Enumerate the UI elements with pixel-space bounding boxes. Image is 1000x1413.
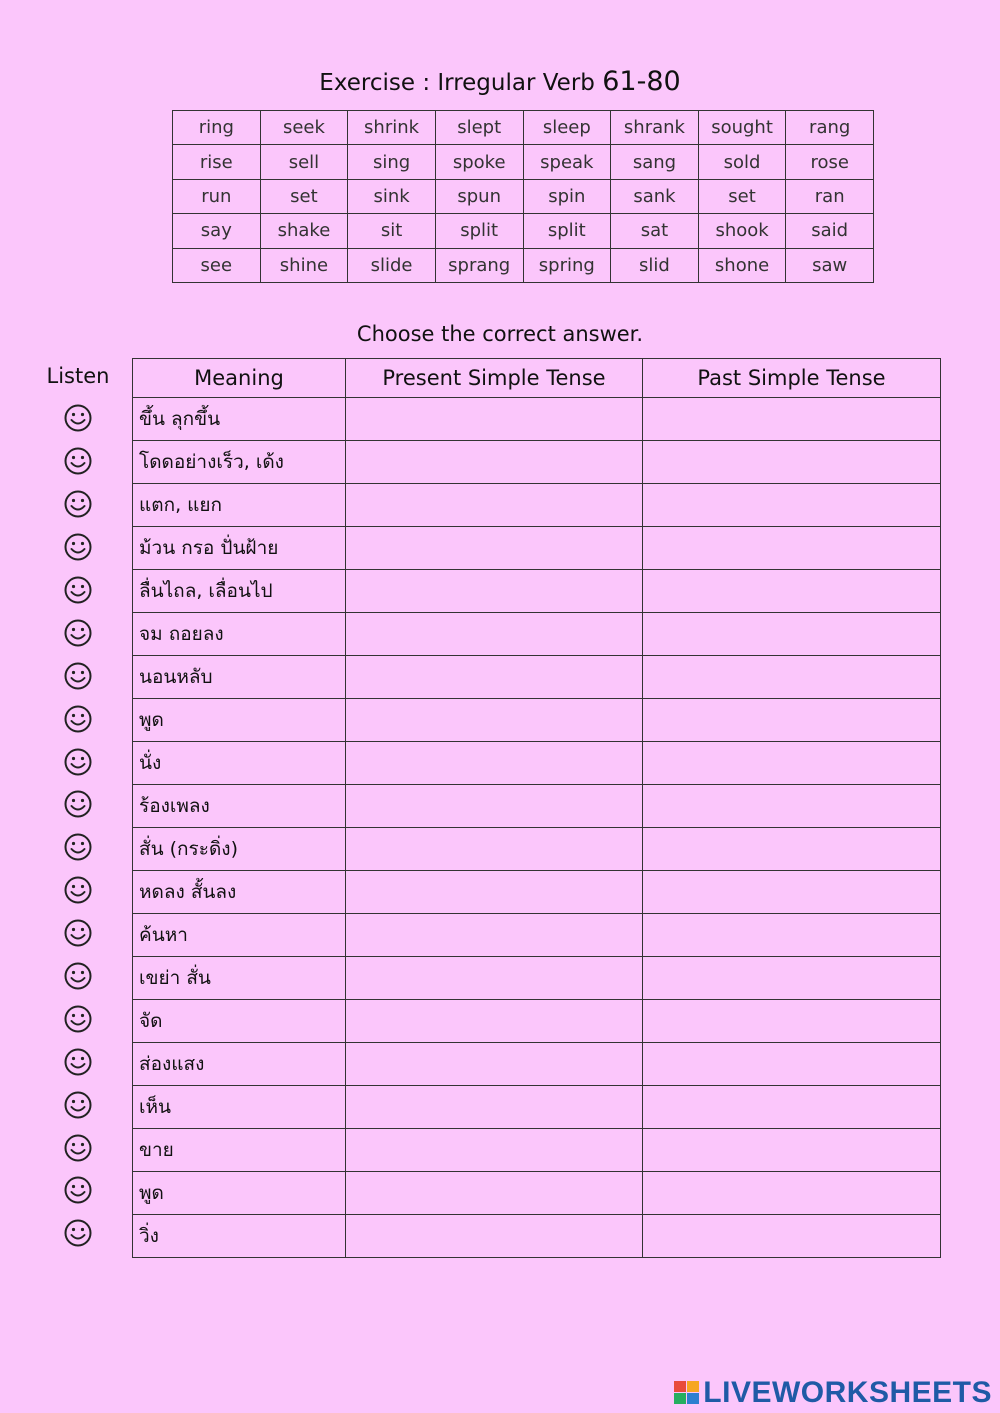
smiley-icon <box>63 1047 93 1077</box>
answer-row <box>133 1129 941 1172</box>
answer-row <box>133 785 941 828</box>
past-answer-cell <box>643 742 941 785</box>
word-bank-cell: sit <box>348 214 436 248</box>
meaning-cell: แตก, แยก <box>133 484 346 527</box>
meaning-cell: ส่องแสง <box>133 1043 346 1086</box>
answer-row <box>133 1215 941 1258</box>
smiley-icon <box>63 875 93 905</box>
smiley-icon <box>63 1133 93 1163</box>
listen-button[interactable] <box>40 697 116 740</box>
word-bank-cell: spin <box>523 179 611 213</box>
present-answer-input[interactable] <box>346 828 642 870</box>
answer-row <box>133 656 941 699</box>
past-answer-input[interactable] <box>643 828 940 870</box>
smiley-icon <box>63 832 93 862</box>
smiley-icon <box>63 747 93 777</box>
liveworksheets-logo <box>674 1376 992 1410</box>
word-bank-cell: ring <box>173 111 261 145</box>
page-title <box>0 66 1000 97</box>
smiley-icon <box>63 403 93 433</box>
title-range: 61-80 <box>602 66 681 97</box>
meaning-cell: นอนหลับ <box>133 656 346 699</box>
word-bank-cell: speak <box>523 145 611 179</box>
present-answer-cell <box>346 1172 643 1215</box>
past-answer-input[interactable] <box>643 656 940 698</box>
present-answer-cell <box>346 441 643 484</box>
word-bank-cell: shrink <box>348 111 436 145</box>
past-answer-input[interactable] <box>643 1043 940 1085</box>
answer-row <box>133 1086 941 1129</box>
word-bank-cell: set <box>698 179 786 213</box>
smiley-icon <box>63 618 93 648</box>
word-bank-cell: rose <box>786 145 874 179</box>
listen-button[interactable] <box>40 955 116 998</box>
past-answer-cell <box>643 656 941 699</box>
word-bank-cell: sink <box>348 179 436 213</box>
meaning-cell: ร้องเพลง <box>133 785 346 828</box>
past-answer-input[interactable] <box>643 785 940 827</box>
past-answer-cell <box>643 785 941 828</box>
answer-table-header-row <box>133 359 941 398</box>
listen-button[interactable] <box>40 826 116 869</box>
present-answer-cell <box>346 914 643 957</box>
smiley-icon <box>63 446 93 476</box>
word-bank-row <box>173 248 874 282</box>
smiley-icon <box>63 532 93 562</box>
word-bank-cell: split <box>523 214 611 248</box>
present-answer-cell <box>346 699 643 742</box>
smiley-icon <box>63 918 93 948</box>
past-answer-cell <box>643 1215 941 1258</box>
present-answer-input[interactable] <box>346 441 642 483</box>
word-bank-cell: saw <box>786 248 874 282</box>
past-answer-cell <box>643 398 941 441</box>
present-header: Present Simple Tense <box>346 359 643 398</box>
present-answer-input[interactable] <box>346 914 642 956</box>
listen-column <box>40 397 116 1255</box>
present-answer-cell <box>346 613 643 656</box>
word-bank-cell: run <box>173 179 261 213</box>
word-bank-cell: shook <box>698 214 786 248</box>
past-answer-input[interactable] <box>643 699 940 741</box>
smiley-icon <box>63 789 93 819</box>
past-answer-input[interactable] <box>643 527 940 569</box>
word-bank-row <box>173 145 874 179</box>
word-bank-cell: shrank <box>611 111 699 145</box>
answer-row <box>133 570 941 613</box>
word-bank-cell: split <box>435 214 523 248</box>
present-answer-input[interactable] <box>346 1129 642 1171</box>
smiley-icon <box>63 489 93 519</box>
present-answer-cell <box>346 570 643 613</box>
past-answer-input[interactable] <box>643 1086 940 1128</box>
meaning-cell: ลื่นไถล, เลื่อนไป <box>133 570 346 613</box>
present-answer-input[interactable] <box>346 785 642 827</box>
past-answer-input[interactable] <box>643 398 940 440</box>
meaning-cell: ขึ้น ลุกขึ้น <box>133 398 346 441</box>
present-answer-input[interactable] <box>346 484 642 526</box>
past-answer-input[interactable] <box>643 1215 940 1257</box>
word-bank-cell: shone <box>698 248 786 282</box>
listen-header: Listen <box>46 364 110 388</box>
liveworksheets-logo-text: LIVEWORKSHEETS <box>703 1376 992 1409</box>
word-bank-cell: sell <box>260 145 348 179</box>
present-answer-cell <box>346 1000 643 1043</box>
answer-row <box>133 484 941 527</box>
smiley-icon <box>63 961 93 991</box>
present-answer-input[interactable] <box>346 1172 642 1214</box>
past-answer-input[interactable] <box>643 871 940 913</box>
word-bank-cell: shine <box>260 248 348 282</box>
present-answer-cell <box>346 957 643 1000</box>
present-answer-cell <box>346 785 643 828</box>
past-answer-input[interactable] <box>643 742 940 784</box>
word-bank-cell: sank <box>611 179 699 213</box>
listen-button[interactable] <box>40 397 116 440</box>
present-answer-cell <box>346 1086 643 1129</box>
past-answer-cell <box>643 914 941 957</box>
word-bank-cell: sat <box>611 214 699 248</box>
smiley-icon <box>63 661 93 691</box>
past-answer-input[interactable] <box>643 1172 940 1214</box>
present-answer-cell <box>346 527 643 570</box>
meaning-cell: จัด <box>133 1000 346 1043</box>
past-answer-input[interactable] <box>643 484 940 526</box>
meaning-cell: สั่น (กระดิ่ง) <box>133 828 346 871</box>
word-bank-cell: seek <box>260 111 348 145</box>
answer-row <box>133 957 941 1000</box>
present-answer-input[interactable] <box>346 398 642 440</box>
past-answer-cell <box>643 1043 941 1086</box>
past-answer-cell <box>643 828 941 871</box>
answer-row <box>133 441 941 484</box>
present-answer-cell <box>346 656 643 699</box>
present-answer-input[interactable] <box>346 871 642 913</box>
past-answer-cell <box>643 871 941 914</box>
smiley-icon <box>63 704 93 734</box>
word-bank-row <box>173 179 874 213</box>
answer-row <box>133 527 941 570</box>
present-answer-input[interactable] <box>346 699 642 741</box>
word-bank-cell: said <box>786 214 874 248</box>
past-answer-input[interactable] <box>643 570 940 612</box>
past-answer-cell <box>643 957 941 1000</box>
present-answer-input[interactable] <box>346 1086 642 1128</box>
present-answer-input[interactable] <box>346 742 642 784</box>
past-answer-input[interactable] <box>643 613 940 655</box>
word-bank-table <box>172 110 874 283</box>
word-bank-cell: sold <box>698 145 786 179</box>
present-answer-cell <box>346 742 643 785</box>
word-bank-cell: sang <box>611 145 699 179</box>
word-bank-cell: slept <box>435 111 523 145</box>
past-answer-cell <box>643 699 941 742</box>
meaning-cell: พูด <box>133 1172 346 1215</box>
present-answer-input[interactable] <box>346 613 642 655</box>
listen-button[interactable] <box>40 869 116 912</box>
listen-button[interactable] <box>40 483 116 526</box>
listen-button[interactable] <box>40 569 116 612</box>
word-bank-cell: rang <box>786 111 874 145</box>
present-answer-cell <box>346 1129 643 1172</box>
present-answer-cell <box>346 1043 643 1086</box>
answer-row <box>133 1172 941 1215</box>
word-bank-cell: sleep <box>523 111 611 145</box>
meaning-cell: พูด <box>133 699 346 742</box>
liveworksheets-logo-icon <box>674 1381 700 1405</box>
word-bank-cell: see <box>173 248 261 282</box>
answer-row <box>133 914 941 957</box>
present-answer-cell <box>346 871 643 914</box>
past-answer-cell <box>643 484 941 527</box>
listen-button[interactable] <box>40 611 116 654</box>
answer-row <box>133 871 941 914</box>
present-answer-cell <box>346 484 643 527</box>
meaning-cell: ค้นหา <box>133 914 346 957</box>
past-answer-cell <box>643 1172 941 1215</box>
present-answer-input[interactable] <box>346 570 642 612</box>
smiley-icon <box>63 1175 93 1205</box>
listen-button[interactable] <box>40 740 116 783</box>
listen-button[interactable] <box>40 1169 116 1212</box>
meaning-cell: นั่ง <box>133 742 346 785</box>
present-answer-input[interactable] <box>346 656 642 698</box>
word-bank-cell: sought <box>698 111 786 145</box>
present-answer-input[interactable] <box>346 527 642 569</box>
answer-table <box>132 358 941 1258</box>
past-answer-cell <box>643 1129 941 1172</box>
past-answer-cell <box>643 570 941 613</box>
word-bank-cell: spoke <box>435 145 523 179</box>
meaning-cell: โดดอย่างเร็ว, เด้ง <box>133 441 346 484</box>
listen-button[interactable] <box>40 440 116 483</box>
listen-button[interactable] <box>40 912 116 955</box>
meaning-header: Meaning <box>133 359 346 398</box>
present-answer-cell <box>346 828 643 871</box>
smiley-icon <box>63 575 93 605</box>
word-bank-cell: slide <box>348 248 436 282</box>
present-answer-input[interactable] <box>346 1215 642 1257</box>
word-bank-cell: spun <box>435 179 523 213</box>
past-answer-input[interactable] <box>643 1129 940 1171</box>
answer-row <box>133 742 941 785</box>
answer-row <box>133 1043 941 1086</box>
answer-row <box>133 1000 941 1043</box>
answer-row <box>133 613 941 656</box>
meaning-cell: วิ่ง <box>133 1215 346 1258</box>
listen-button[interactable] <box>40 1126 116 1169</box>
past-answer-cell <box>643 441 941 484</box>
word-bank-cell: ran <box>786 179 874 213</box>
listen-button[interactable] <box>40 1212 116 1255</box>
word-bank-cell: set <box>260 179 348 213</box>
word-bank-cell: shake <box>260 214 348 248</box>
past-answer-cell <box>643 613 941 656</box>
word-bank-row <box>173 214 874 248</box>
past-answer-input[interactable] <box>643 441 940 483</box>
present-answer-input[interactable] <box>346 1043 642 1085</box>
answer-row <box>133 398 941 441</box>
listen-button[interactable] <box>40 997 116 1040</box>
past-answer-input[interactable] <box>643 1000 940 1042</box>
present-answer-cell <box>346 398 643 441</box>
word-bank-cell: rise <box>173 145 261 179</box>
word-bank-cell: slid <box>611 248 699 282</box>
listen-button[interactable] <box>40 783 116 826</box>
listen-button[interactable] <box>40 1040 116 1083</box>
past-answer-cell <box>643 1086 941 1129</box>
meaning-cell: จม ถอยลง <box>133 613 346 656</box>
answer-row <box>133 828 941 871</box>
meaning-cell: ขาย <box>133 1129 346 1172</box>
smiley-icon <box>63 1004 93 1034</box>
answer-row <box>133 699 941 742</box>
past-answer-cell <box>643 1000 941 1043</box>
present-answer-input[interactable] <box>346 1000 642 1042</box>
listen-button[interactable] <box>40 1083 116 1126</box>
listen-button[interactable] <box>40 654 116 697</box>
meaning-cell: ม้วน กรอ ปั่นฝ้าย <box>133 527 346 570</box>
word-bank-cell: sing <box>348 145 436 179</box>
past-answer-input[interactable] <box>643 957 940 999</box>
present-answer-input[interactable] <box>346 957 642 999</box>
word-bank-cell: say <box>173 214 261 248</box>
smiley-icon <box>63 1090 93 1120</box>
smiley-icon <box>63 1218 93 1248</box>
present-answer-cell <box>346 1215 643 1258</box>
past-header: Past Simple Tense <box>643 359 941 398</box>
meaning-cell: หดลง สั้นลง <box>133 871 346 914</box>
meaning-cell: เขย่า สั่น <box>133 957 346 1000</box>
word-bank-cell: sprang <box>435 248 523 282</box>
word-bank-cell: spring <box>523 248 611 282</box>
listen-button[interactable] <box>40 526 116 569</box>
title-prefix: Exercise : Irregular Verb <box>319 70 595 96</box>
past-answer-cell <box>643 527 941 570</box>
meaning-cell: เห็น <box>133 1086 346 1129</box>
word-bank-row <box>173 111 874 145</box>
past-answer-input[interactable] <box>643 914 940 956</box>
instruction: Choose the correct answer. <box>356 322 644 346</box>
